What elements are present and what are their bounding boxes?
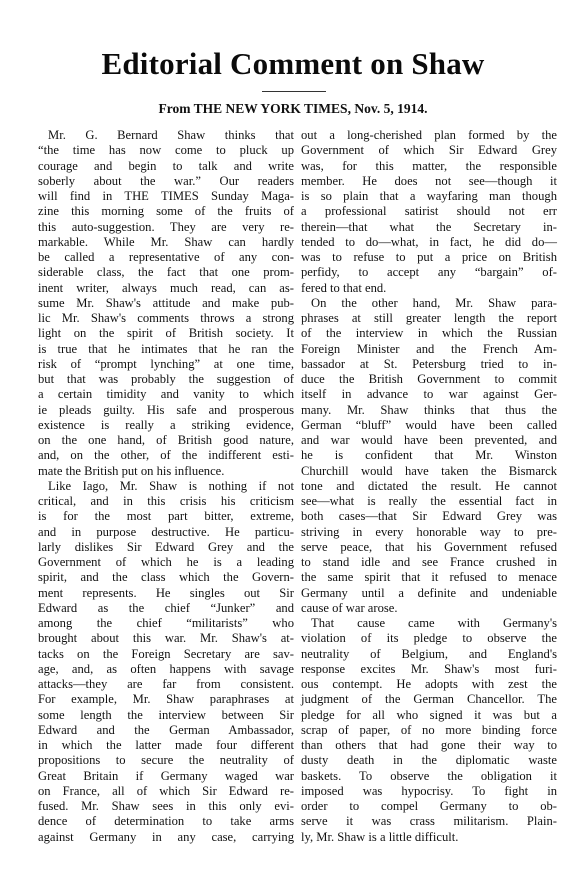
text-line: response excites Mr. Shaw's most furi- [301, 661, 557, 676]
text-line: age, and, as often happens with savage [38, 661, 294, 676]
text-line: and war would have been prevented, and [301, 433, 557, 447]
text-line: is so plain that a wayfaring man though [301, 189, 557, 203]
text-line: therein—that what the Secretary in- [301, 219, 557, 234]
text-line: Government of which Sir Edward Grey [301, 143, 557, 158]
title-divider [262, 91, 326, 92]
text-line: siderable class, the fact that one prom- [38, 265, 294, 280]
text-line: attacks—they are far from consistent. [38, 677, 294, 691]
text-line: On the other hand, Mr. Shaw para- [311, 295, 557, 310]
text-line: soberly about the war.” Our readers [38, 173, 294, 188]
text-line: Edward as the chief “Junker” and [38, 600, 294, 615]
text-line: imposed was hypocrisy. To fight in [301, 783, 557, 798]
text-line: neutrality of Belgium, and England's [301, 646, 557, 661]
text-line: member. He does not see—though it [301, 173, 557, 188]
text-line: he is confident that Mr. Winston [301, 448, 557, 463]
text-line: striving in every honorable way to pre- [301, 524, 557, 539]
text-line: Government of which he is a leading [38, 555, 294, 569]
text-line: scrap of paper, of no more binding force [301, 722, 557, 737]
text-line: was to refuse to put a price on British [301, 250, 557, 264]
text-line: on the one hand, of British good nature, [38, 433, 294, 447]
text-line: pledge for all who signed it was but a [301, 707, 557, 722]
text-line: inent writer, always much read, can as- [38, 280, 294, 295]
text-line: dusty death in the diplomatic waste [301, 753, 557, 768]
text-line: and, on the other, of the indifferent esti- [38, 448, 294, 463]
text-line: ment represents. He singles out Sir [38, 585, 294, 600]
text-line: German “bluff” would have been called [301, 417, 557, 432]
text-line: a certain timidity and vanity to which [38, 387, 294, 402]
text-line: mate the British put on his influence. [38, 463, 225, 478]
text-line: sume Mr. Shaw's attitude and make pub- [38, 295, 294, 310]
text-line: cause of war arose. [301, 600, 398, 615]
text-line: against Germany in any case, carrying [38, 829, 294, 844]
text-line: is for the most part bitter, extreme, [38, 509, 294, 524]
text-line: out a long-cherished plan formed by the [301, 128, 557, 142]
text-line: in which the latter made four different [38, 738, 294, 752]
text-line: see—what is really the essential fact in [301, 494, 557, 508]
text-line: tended to do—what, in fact, he did do— [301, 234, 557, 249]
text-line: judgment of the German Chancellor. The [301, 692, 557, 707]
text-line: to stand idle and see France crushed in [301, 555, 557, 569]
article-title: Editorial Comment on Shaw [101, 46, 485, 81]
text-line: serve it was crass militarism. Plain- [301, 814, 557, 829]
text-line: is true that he intimates that he ran the [38, 341, 294, 356]
text-line: this auto-suggestion. They are very re- [38, 219, 294, 234]
text-line: the same spirit that it refused to menace [301, 570, 557, 585]
text-line: larly dislikes Sir Edward Grey and the [38, 539, 294, 554]
text-line: many. Mr. Shaw thinks that thus the [301, 402, 557, 417]
text-line: Churchill would have taken the Bismarck [301, 463, 557, 478]
text-line: zine this morning some of the fruits of [38, 204, 294, 219]
text-column-right [301, 128, 557, 845]
text-line: Like Iago, Mr. Shaw is nothing if not [48, 478, 294, 493]
text-column-left [38, 128, 294, 845]
text-line: perfidy, to accept any “bargain” of- [301, 265, 557, 280]
text-line: existence is really a striking evidence, [38, 417, 294, 432]
text-line: of the interview in which the Russian [301, 326, 557, 341]
text-line: phrases at still greater length the report [301, 311, 557, 325]
text-line: bassador at St. Petersburg tried to in- [301, 356, 557, 371]
text-line: some length the interview between Sir [38, 707, 294, 722]
text-line: courage and begin to talk and write [38, 158, 294, 173]
text-line: duce the British Government to commit [301, 372, 557, 386]
text-line: itself in advance to war against Ger- [301, 387, 557, 402]
text-line: tone and dictated the result. He cannot [301, 478, 557, 493]
text-line: will find in THE TIMES Sunday Maga- [38, 189, 294, 203]
text-line: ly, Mr. Shaw is a little difficult. [301, 829, 459, 844]
text-line: light on the spirit of British society. It [38, 326, 294, 341]
text-line: Mr. G. Bernard Shaw thinks that [48, 128, 294, 142]
text-line: ous contempt. He adopts with zest the [301, 677, 557, 691]
text-line: dence of determination to take arms [38, 814, 294, 829]
text-line: critical, and in this crisis his criticism [38, 494, 294, 508]
text-line: on France, all of which Sir Edward re- [38, 783, 294, 798]
text-line: spirit, and the class which the Govern- [38, 570, 294, 585]
text-line: than others that had gone their way to [301, 738, 557, 752]
text-line: ie pleads guilty. His safe and prosperous [38, 402, 294, 417]
text-line: be called a representative of any con- [38, 250, 294, 264]
text-line: tacks on the Foreign Secretary are sav- [38, 646, 294, 661]
text-line: Edward and the German Ambassador, [38, 722, 294, 737]
text-line: “the time has now come to pluck up [38, 143, 294, 158]
text-line: both cases—that Sir Edward Grey was [301, 509, 557, 524]
text-line: violation of its pledge to observe the [301, 631, 557, 646]
text-line: risk of “prompt lynching” at one time, [38, 356, 294, 371]
text-line: among the chief “militarists” who [38, 616, 294, 630]
text-line: fered to that end. [301, 280, 387, 295]
text-line: propositions to secure the neutrality of [38, 753, 294, 768]
text-line: brought about this war. Mr. Shaw's at- [38, 631, 294, 646]
text-line: baskets. To observe the obligation it [301, 768, 557, 783]
text-line: Great Britain if Germany waged war [38, 768, 294, 783]
text-line: was, for this matter, the responsible [301, 158, 557, 173]
text-line: Germany until a definite and undeniable [301, 585, 557, 600]
text-line: For example, Mr. Shaw paraphrases at [38, 692, 294, 707]
text-line: order to compel Germany to ob- [301, 799, 557, 813]
text-line: and in purpose destructive. He particu- [38, 524, 294, 539]
text-line: serve peace, that his Government refused [301, 539, 557, 554]
source-line: From THE NEW YORK TIMES, Nov. 5, 1914. [158, 101, 428, 116]
text-line: fused. Mr. Shaw sees in this only evi- [38, 799, 294, 813]
text-line: Foreign Minister and the French Am- [301, 341, 557, 356]
text-line: markable. While Mr. Shaw can hardly [38, 234, 294, 249]
text-line: lic Mr. Shaw's comments throws a strong [38, 311, 294, 325]
text-line: but that was probably the suggestion of [38, 372, 294, 386]
text-line: a professional satirist should not err [301, 204, 557, 219]
text-line: That cause came with Germany's [311, 616, 557, 630]
